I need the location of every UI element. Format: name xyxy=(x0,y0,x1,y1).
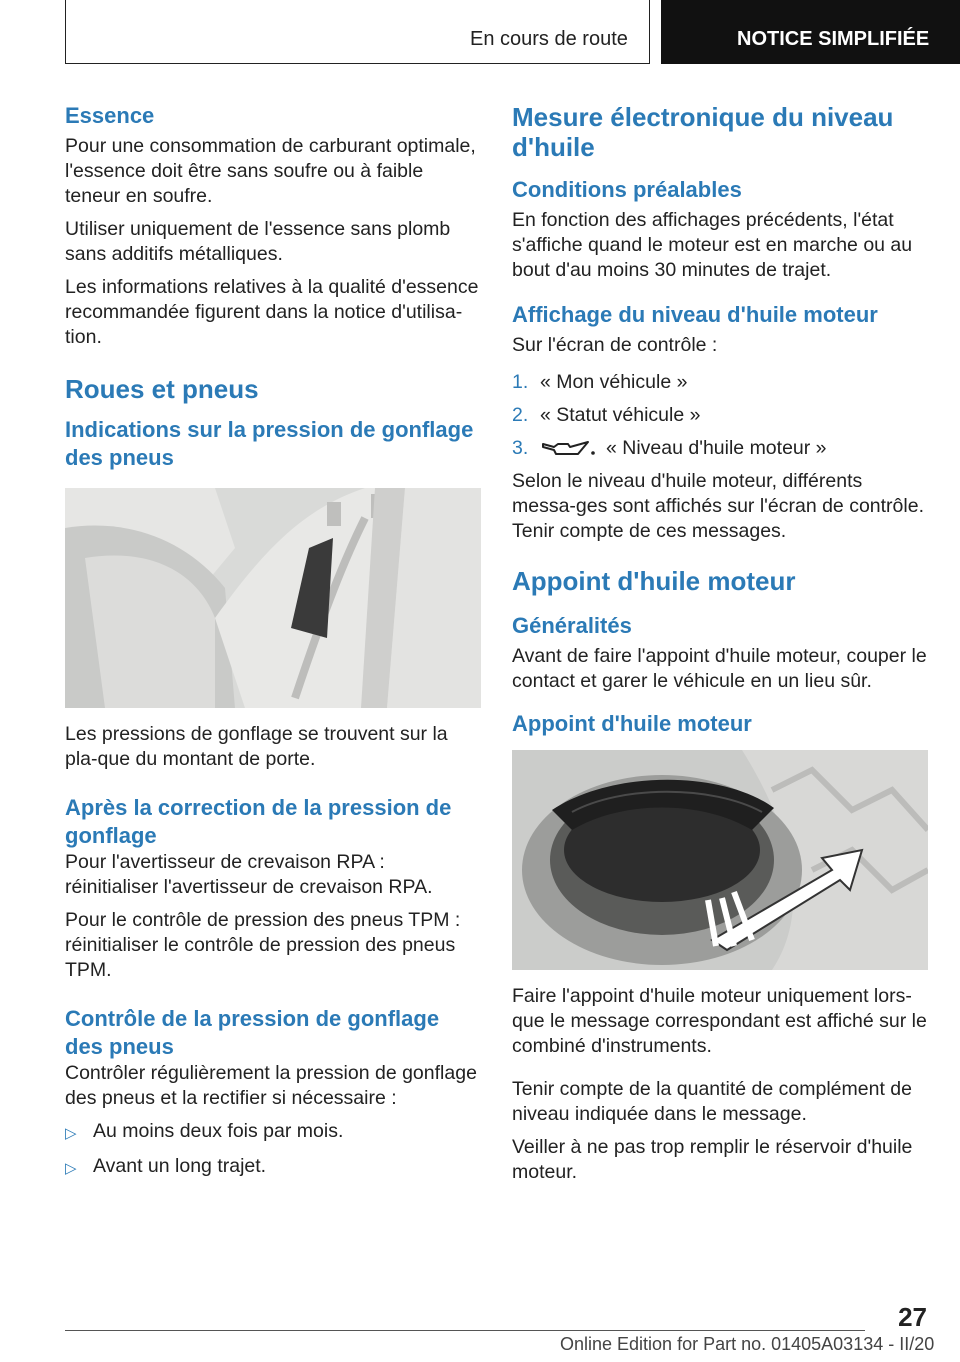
step-number: 1. xyxy=(512,371,529,393)
heading-conditions: Conditions préalables xyxy=(512,177,742,202)
step-text: « Niveau d'huile moteur » xyxy=(606,437,827,459)
heading-appoint-huile: Appoint d'huile moteur xyxy=(512,566,796,596)
paragraph: Selon le niveau d'huile moteur, différents messa-ges sont affichés sur l'écran de contrôle. Tenir compte de ces messages. xyxy=(512,470,924,542)
paragraph: Veiller à ne pas trop remplir le réservoir d'huile moteur. xyxy=(512,1136,913,1183)
paragraph: Sur l'écran de contrôle : xyxy=(512,334,718,356)
paragraph: Tenir compte de la quantité de complément de niveau indiquée dans le message. xyxy=(512,1078,912,1125)
list-item xyxy=(65,1119,481,1146)
edition-note: Online Edition for Part no. 01405A03134 - II/20 xyxy=(560,1334,935,1354)
heading-apres-correction: Après la correction de la pression de gonflage xyxy=(65,795,452,848)
right-column xyxy=(512,102,930,1193)
heading-roues-pneus: Roues et pneus xyxy=(65,374,259,404)
step-number: 3. xyxy=(512,437,529,459)
left-column xyxy=(65,102,481,1189)
photo-caption: Les pressions de gonflage se trouvent sur la pla-que du montant de porte. xyxy=(65,723,448,770)
footer-divider xyxy=(65,1330,865,1331)
paragraph: Les informations relatives à la qualité d'essence recommandée figurent dans la notice d'utilisa-tion. xyxy=(65,276,479,348)
bullet-list xyxy=(65,1119,481,1181)
list-item xyxy=(65,1154,481,1181)
heading-essence: Essence xyxy=(65,103,155,128)
page-number: 27 xyxy=(898,1302,927,1332)
heading-appoint-sub: Appoint d'huile moteur xyxy=(512,711,752,736)
step-text: « Statut véhicule » xyxy=(540,404,701,426)
paragraph: Faire l'appoint d'huile moteur uniquement lors-que le message correspondant est affiché sur le combiné d'instruments. xyxy=(512,985,927,1057)
paragraph: Avant de faire l'appoint d'huile moteur, couper le contact et garer le véhicule en un lieu sûr. xyxy=(512,645,927,692)
notice-badge: NOTICE SIMPLIFIÉE xyxy=(661,0,960,64)
paragraph: Pour une consommation de carburant optimale, l'essence doit être sans soufre ou à faible teneur en soufre. xyxy=(65,135,476,207)
oil-cap-photo xyxy=(512,750,928,970)
paragraph: Pour le contrôle de pression des pneus TPM : réinitialiser le contrôle de pression des pneus TPM. xyxy=(65,909,461,981)
paragraph: Contrôler régulièrement la pression de gonflage des pneus et la rectifier si nécessaire : xyxy=(65,1062,477,1109)
heading-mesure-niveau-huile: Mesure électronique du niveau d'huile xyxy=(512,102,894,162)
oil-can-icon xyxy=(540,438,596,460)
step-text: « Mon véhicule » xyxy=(540,371,688,393)
paragraph: En fonction des affichages précédents, l'état s'affiche quand le moteur est en marche ou au bout d'au moins 30 minutes de trajet. xyxy=(512,209,913,281)
paragraph: Utiliser uniquement de l'essence sans plomb sans additifs métalliques. xyxy=(65,218,451,265)
door-pillar-photo xyxy=(65,488,481,708)
heading-controle-pression: Contrôle de la pression de gonflage des pneus xyxy=(65,1006,440,1059)
heading-generalites: Généralités xyxy=(512,613,632,638)
paragraph: Pour l'avertisseur de crevaison RPA : réinitialiser l'avertisseur de crevaison RPA. xyxy=(65,851,433,898)
heading-indications-pression: Indications sur la pression de gonflage des pneus xyxy=(65,417,474,470)
list-item-text: Avant un long trajet. xyxy=(93,1155,267,1177)
step-number: 2. xyxy=(512,404,529,426)
list-item xyxy=(512,403,930,428)
list-item-text: Au moins deux fois par mois. xyxy=(93,1120,344,1142)
list-item xyxy=(512,370,930,395)
heading-affichage-niveau: Affichage du niveau d'huile moteur xyxy=(512,302,878,327)
section-title: En cours de route xyxy=(470,28,628,50)
triangle-bullet-icon: ▷ xyxy=(65,1125,77,1142)
list-item xyxy=(512,436,930,461)
steps-list xyxy=(512,370,930,461)
triangle-bullet-icon: ▷ xyxy=(65,1160,77,1177)
